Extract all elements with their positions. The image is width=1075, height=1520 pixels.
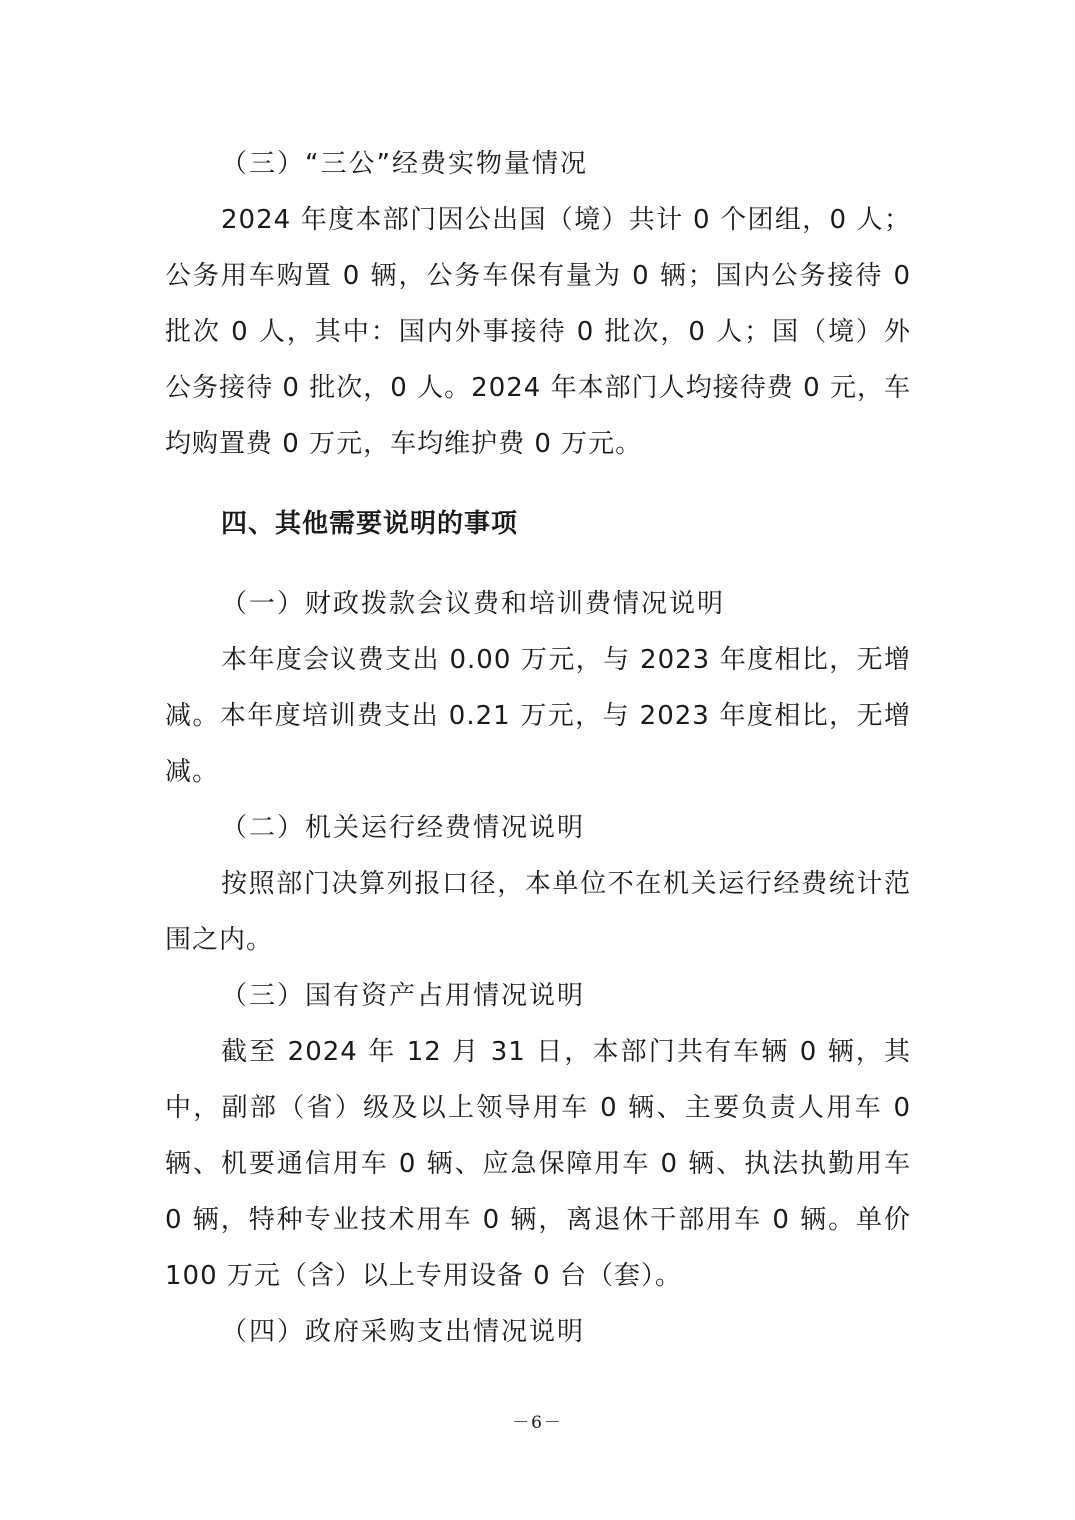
section-heading-sangong-quantity: （三）“三公”经费实物量情况 (221, 149, 588, 179)
paragraph-state-assets: 截至 2024 年 12 月 31 日，本部门共有车辆 0 辆，其中，副部（省）级及以上领导用车 0 辆、主要负责人用车 0 辆、机要通信用车 0 辆、应急保障用车 0 辆、执法执勤用车 0 辆，特种专业技术用车 0 辆，离退休干部用车 0 辆。单价 100 万元（含）以上专用设备 0 台（套）。 (165, 1037, 911, 1291)
page-number: －6－ (512, 1413, 563, 1433)
paragraph-operating-funds: 按照部门决算列报口径，本单位不在机关运行经费统计范围之内。 (165, 869, 911, 955)
part-heading-other-matters: 四、其他需要说明的事项 (221, 509, 519, 539)
paragraph-meeting-training: 本年度会议费支出 0.00 万元，与 2023 年度相比，无增减。本年度培训费支出 0.21 万元，与 2023 年度相比，无增减。 (165, 645, 911, 787)
paragraph-sangong-quantity: 2024 年度本部门因公出国（境）共计 0 个团组，0 人；公务用车购置 0 辆，公务车保有量为 0 辆；国内公务接待 0 批次 0 人，其中：国内外事接待 0 批次，0 人；国（境）外公务接待 0 批次，0 人。2024 年本部门人均接待费 0 元，车均购置费 0 万元，车均维护费 0 万元。 (165, 205, 911, 459)
section-heading-procurement: （四）政府采购支出情况说明 (221, 1317, 586, 1347)
section-heading-operating-funds: （二）机关运行经费情况说明 (221, 813, 586, 843)
document-body (165, 136, 911, 1360)
section-heading-meeting-training: （一）财政拨款会议费和培训费情况说明 (221, 589, 726, 619)
section-heading-state-assets: （三）国有资产占用情况说明 (221, 981, 586, 1011)
